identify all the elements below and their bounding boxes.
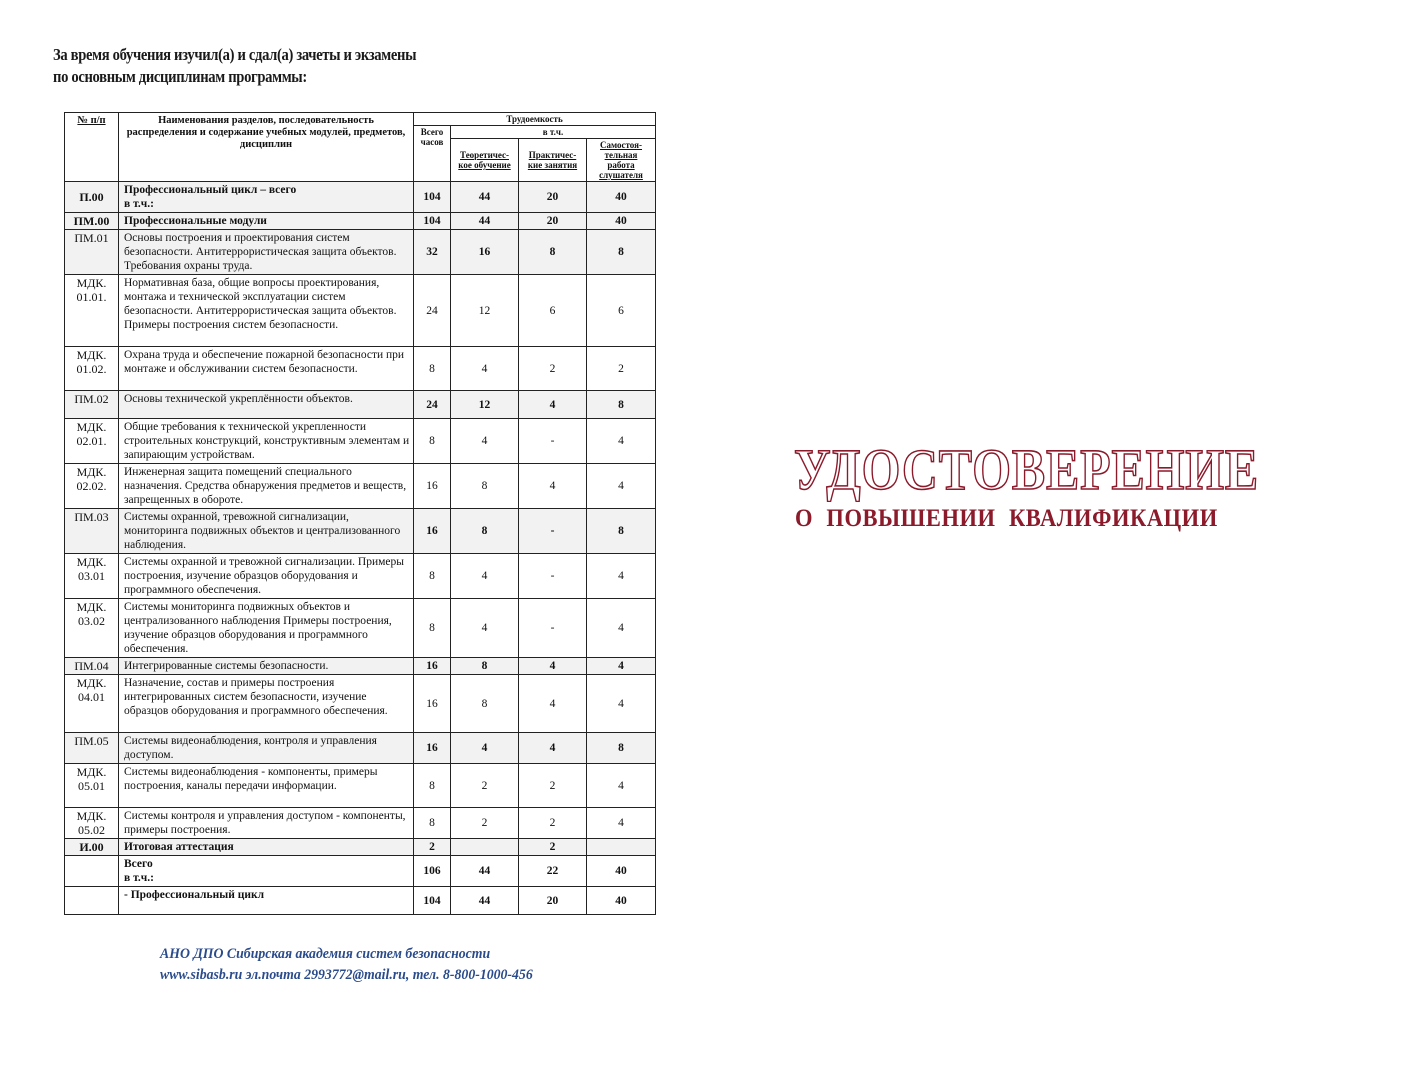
row-practice: 2 bbox=[519, 347, 587, 391]
row-code: МДК. 02.01. bbox=[65, 419, 119, 464]
row-theory: 44 bbox=[451, 213, 519, 230]
row-self: 4 bbox=[587, 419, 656, 464]
row-self: 8 bbox=[587, 230, 656, 275]
header-name: Наименования разделов, последовательность распределения и содержание учебных модулей, предметов, дисциплин bbox=[119, 113, 414, 182]
table-row bbox=[65, 509, 656, 554]
row-code: МДК. 04.01 bbox=[65, 675, 119, 733]
header-labor: Трудоемкость bbox=[414, 113, 656, 126]
row-code: П.00 bbox=[65, 182, 119, 213]
row-self: 4 bbox=[587, 658, 656, 675]
row-self: 40 bbox=[587, 887, 656, 915]
table-row bbox=[65, 808, 656, 839]
row-self: 8 bbox=[587, 733, 656, 764]
table-row bbox=[65, 182, 656, 213]
row-total: 8 bbox=[414, 764, 451, 808]
row-total: 16 bbox=[414, 733, 451, 764]
row-self: 6 bbox=[587, 275, 656, 347]
header-total: Всего часов bbox=[414, 126, 451, 182]
row-name: Итоговая аттестация bbox=[119, 839, 414, 856]
row-theory: 12 bbox=[451, 391, 519, 419]
row-total: 32 bbox=[414, 230, 451, 275]
row-total: 104 bbox=[414, 213, 451, 230]
row-code: ПМ.00 bbox=[65, 213, 119, 230]
row-practice: 20 bbox=[519, 182, 587, 213]
certificate-subtitle: О ПОВЫШЕНИИ КВАЛИФИКАЦИИ bbox=[795, 505, 1218, 532]
row-practice: 4 bbox=[519, 733, 587, 764]
footer-contacts: www.sibasb.ru эл.почта 2993772@mail.ru, тел. 8-800-1000-456 bbox=[160, 967, 533, 983]
row-code: МДК. 03.01 bbox=[65, 554, 119, 599]
row-name: Общие требования к технической укрепленности строительных конструкций, конструктивным элементам и запирающим устройствам. bbox=[119, 419, 414, 464]
row-name: Нормативная база, общие вопросы проектирования, монтажа и технической эксплуатации систем безопасности. Антитеррористическая защита объектов. Примеры построения систем безопасности. bbox=[119, 275, 414, 347]
row-code: МДК. 03.02 bbox=[65, 599, 119, 658]
disciplines-table bbox=[64, 112, 656, 915]
row-self bbox=[587, 839, 656, 856]
row-self: 4 bbox=[587, 675, 656, 733]
row-practice: 2 bbox=[519, 764, 587, 808]
header-theory: Теоретичес-кое обучение bbox=[451, 139, 519, 182]
row-theory: 2 bbox=[451, 764, 519, 808]
row-total: 8 bbox=[414, 599, 451, 658]
row-code: МДК. 01.01. bbox=[65, 275, 119, 347]
row-theory: 44 bbox=[451, 182, 519, 213]
row-total: 24 bbox=[414, 391, 451, 419]
row-self: 2 bbox=[587, 347, 656, 391]
row-practice: - bbox=[519, 419, 587, 464]
row-self: 4 bbox=[587, 808, 656, 839]
row-practice: - bbox=[519, 509, 587, 554]
row-self: 4 bbox=[587, 464, 656, 509]
row-code: МДК. 01.02. bbox=[65, 347, 119, 391]
row-name: Системы видеонаблюдения, контроля и управления доступом. bbox=[119, 733, 414, 764]
row-theory: 4 bbox=[451, 599, 519, 658]
row-code: МДК. 05.02 bbox=[65, 808, 119, 839]
table-row bbox=[65, 391, 656, 419]
row-name: Основы построения и проектирования систем безопасности. Антитеррористическая защита объектов. Требования охраны труда. bbox=[119, 230, 414, 275]
row-code: ПМ.03 bbox=[65, 509, 119, 554]
row-name: Системы охранной, тревожной сигнализации, мониторинга подвижных объектов и централизованного наблюдения. bbox=[119, 509, 414, 554]
row-theory: 8 bbox=[451, 675, 519, 733]
row-theory: 8 bbox=[451, 509, 519, 554]
row-theory: 4 bbox=[451, 419, 519, 464]
row-total: 8 bbox=[414, 808, 451, 839]
table-body bbox=[65, 182, 656, 915]
row-practice: 2 bbox=[519, 808, 587, 839]
row-name: Системы мониторинга подвижных объектов и централизованного наблюдения Примеры построения, изучение образцов оборудования и программного обеспечения. bbox=[119, 599, 414, 658]
certificate-title: УДОСТОВЕРЕНИЕ bbox=[794, 437, 1260, 502]
table-row bbox=[65, 675, 656, 733]
table-row bbox=[65, 213, 656, 230]
row-code: И.00 bbox=[65, 839, 119, 856]
row-total: 106 bbox=[414, 856, 451, 887]
table-row bbox=[65, 347, 656, 391]
table-row bbox=[65, 839, 656, 856]
row-name: Основы технической укреплённости объектов. bbox=[119, 391, 414, 419]
row-practice: - bbox=[519, 554, 587, 599]
heading-line-1: За время обучения изучил(а) и сдал(а) зачеты и экзамены bbox=[53, 45, 417, 64]
row-name: Системы контроля и управления доступом - компоненты, примеры построения. bbox=[119, 808, 414, 839]
table-header-row bbox=[65, 113, 656, 126]
row-self: 40 bbox=[587, 856, 656, 887]
page-heading bbox=[53, 44, 416, 88]
row-theory: 2 bbox=[451, 808, 519, 839]
row-name: Системы охранной и тревожной сигнализации. Примеры построения, изучение образцов оборудования и программного обеспечения. bbox=[119, 554, 414, 599]
row-code: ПМ.01 bbox=[65, 230, 119, 275]
row-practice: 4 bbox=[519, 391, 587, 419]
row-theory bbox=[451, 839, 519, 856]
row-total: 24 bbox=[414, 275, 451, 347]
row-practice: 20 bbox=[519, 887, 587, 915]
table-row bbox=[65, 230, 656, 275]
row-total: 104 bbox=[414, 887, 451, 915]
row-self: 8 bbox=[587, 509, 656, 554]
row-self: 40 bbox=[587, 213, 656, 230]
table-row bbox=[65, 764, 656, 808]
row-code: ПМ.02 bbox=[65, 391, 119, 419]
row-practice: 20 bbox=[519, 213, 587, 230]
row-name: Всего в т.ч.: bbox=[119, 856, 414, 887]
row-practice: 4 bbox=[519, 675, 587, 733]
row-name: - Профессиональный цикл bbox=[119, 887, 414, 915]
row-name: Охрана труда и обеспечение пожарной безопасности при монтаже и обслуживании систем безопасности. bbox=[119, 347, 414, 391]
row-self: 4 bbox=[587, 554, 656, 599]
row-practice: 2 bbox=[519, 839, 587, 856]
row-code: ПМ.05 bbox=[65, 733, 119, 764]
table-row bbox=[65, 887, 656, 915]
table-row bbox=[65, 733, 656, 764]
table-row bbox=[65, 554, 656, 599]
row-name: Интегрированные системы безопасности. bbox=[119, 658, 414, 675]
row-theory: 8 bbox=[451, 464, 519, 509]
row-code bbox=[65, 856, 119, 887]
row-total: 2 bbox=[414, 839, 451, 856]
header-practice: Практичес-кие занятия bbox=[519, 139, 587, 182]
row-practice: 4 bbox=[519, 464, 587, 509]
table-row bbox=[65, 275, 656, 347]
row-total: 8 bbox=[414, 419, 451, 464]
row-practice: - bbox=[519, 599, 587, 658]
header-self: Самостоя-тельная работа слушателя bbox=[587, 139, 656, 182]
row-code: МДК. 05.01 bbox=[65, 764, 119, 808]
row-practice: 4 bbox=[519, 658, 587, 675]
footer-org: АНО ДПО Сибирская академия систем безопасности bbox=[160, 946, 491, 962]
row-self: 4 bbox=[587, 599, 656, 658]
row-total: 16 bbox=[414, 464, 451, 509]
row-theory: 12 bbox=[451, 275, 519, 347]
row-total: 16 bbox=[414, 675, 451, 733]
row-self: 40 bbox=[587, 182, 656, 213]
row-theory: 4 bbox=[451, 347, 519, 391]
row-practice: 22 bbox=[519, 856, 587, 887]
row-practice: 6 bbox=[519, 275, 587, 347]
row-name: Инженерная защита помещений специального назначения. Средства обнаружения предметов и веществ, запрещенных в обороте. bbox=[119, 464, 414, 509]
table-row bbox=[65, 658, 656, 675]
row-self: 4 bbox=[587, 764, 656, 808]
header-num: № п/п bbox=[65, 113, 119, 182]
header-incl: в т.ч. bbox=[451, 126, 656, 139]
row-theory: 44 bbox=[451, 887, 519, 915]
row-total: 8 bbox=[414, 554, 451, 599]
table-row bbox=[65, 464, 656, 509]
row-name: Профессиональные модули bbox=[119, 213, 414, 230]
table-row bbox=[65, 419, 656, 464]
row-total: 8 bbox=[414, 347, 451, 391]
row-code bbox=[65, 887, 119, 915]
row-code: ПМ.04 bbox=[65, 658, 119, 675]
row-theory: 44 bbox=[451, 856, 519, 887]
row-name: Профессиональный цикл – всего в т.ч.: bbox=[119, 182, 414, 213]
footer bbox=[160, 944, 533, 986]
heading-line-2: по основным дисциплинам программы: bbox=[53, 67, 307, 86]
table-row bbox=[65, 599, 656, 658]
row-total: 104 bbox=[414, 182, 451, 213]
row-name: Назначение, состав и примеры построения интегрированных систем безопасности, изучение образцов оборудования и программного обеспечения. bbox=[119, 675, 414, 733]
row-total: 16 bbox=[414, 658, 451, 675]
row-name: Системы видеонаблюдения - компоненты, примеры построения, каналы передачи информации. bbox=[119, 764, 414, 808]
row-theory: 4 bbox=[451, 733, 519, 764]
table-row bbox=[65, 856, 656, 887]
row-theory: 8 bbox=[451, 658, 519, 675]
row-practice: 8 bbox=[519, 230, 587, 275]
row-self: 8 bbox=[587, 391, 656, 419]
row-theory: 4 bbox=[451, 554, 519, 599]
row-total: 16 bbox=[414, 509, 451, 554]
row-code: МДК. 02.02. bbox=[65, 464, 119, 509]
row-theory: 16 bbox=[451, 230, 519, 275]
